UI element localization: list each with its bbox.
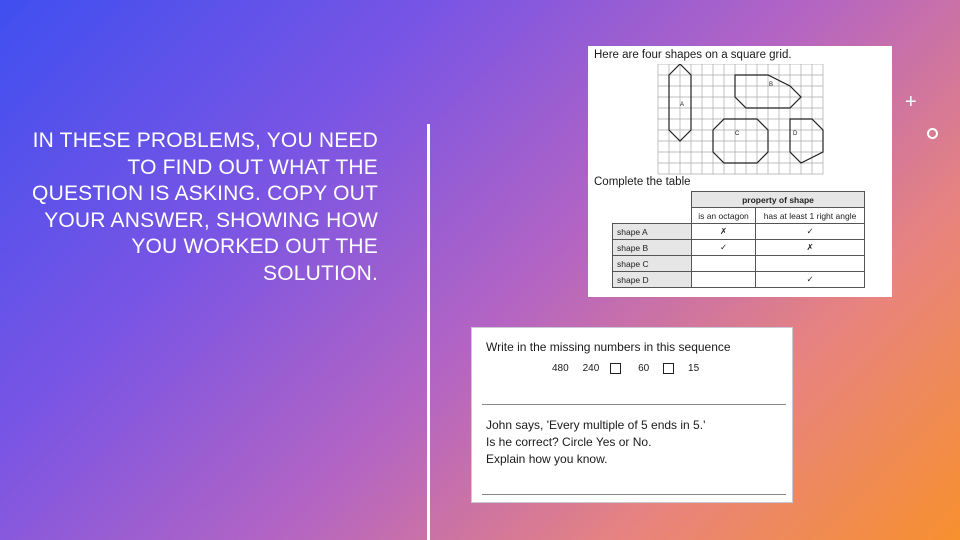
square-grid-figure bbox=[588, 64, 892, 194]
sequence-row bbox=[552, 363, 699, 374]
sequence-value: 240 bbox=[582, 363, 600, 375]
john-says-text: John says, 'Every multiple of 5 ends in 5.' bbox=[486, 418, 706, 432]
table-row: shape A ✗ ✓ bbox=[613, 224, 865, 240]
explain-text: Explain how you know. bbox=[486, 452, 608, 466]
main-instruction-text: IN THESE PROBLEMS, YOU NEED TO FIND OUT WHAT THE QUESTION IS ASKING. COPY OUT YOUR ANSWER, SHOWING HOW YOU WORKED OUT THE SOLUTION. bbox=[32, 129, 378, 285]
shape-label-d: D bbox=[793, 131, 798, 137]
answer-line bbox=[482, 404, 786, 405]
col-octagon: is an octagon bbox=[692, 208, 756, 224]
plus-decoration: + bbox=[905, 91, 917, 113]
sequence-question-text: Write in the missing numbers in this sequence bbox=[486, 340, 731, 354]
sequence-value: 60 bbox=[638, 363, 650, 375]
blank-box[interactable] bbox=[610, 363, 621, 374]
sequence-value: 15 bbox=[688, 363, 700, 375]
table-row: shape C bbox=[613, 256, 865, 272]
vertical-divider bbox=[427, 124, 430, 540]
answer-line bbox=[482, 494, 786, 495]
complete-table-text: Complete the table bbox=[594, 176, 691, 188]
col-right-angle: has at least 1 right angle bbox=[756, 208, 865, 224]
shape-label-a: A bbox=[680, 102, 685, 108]
circle-decoration bbox=[927, 128, 938, 139]
shape-label-c: C bbox=[735, 131, 740, 137]
table-row: shape B ✓ ✗ bbox=[613, 240, 865, 256]
table-row: shape D ✓ bbox=[613, 272, 865, 288]
shape-label-b: B bbox=[769, 82, 774, 88]
table-header: property of shape bbox=[692, 192, 865, 208]
blank-box[interactable] bbox=[663, 363, 674, 374]
shapes-intro-text: Here are four shapes on a square grid. bbox=[594, 49, 792, 61]
sequence-value: 480 bbox=[552, 363, 569, 375]
problem-sequence-card bbox=[471, 327, 793, 503]
yes-no-text: Is he correct? Circle Yes or No. bbox=[486, 435, 652, 449]
properties-table bbox=[612, 191, 865, 288]
problem-shapes-card bbox=[588, 46, 892, 297]
